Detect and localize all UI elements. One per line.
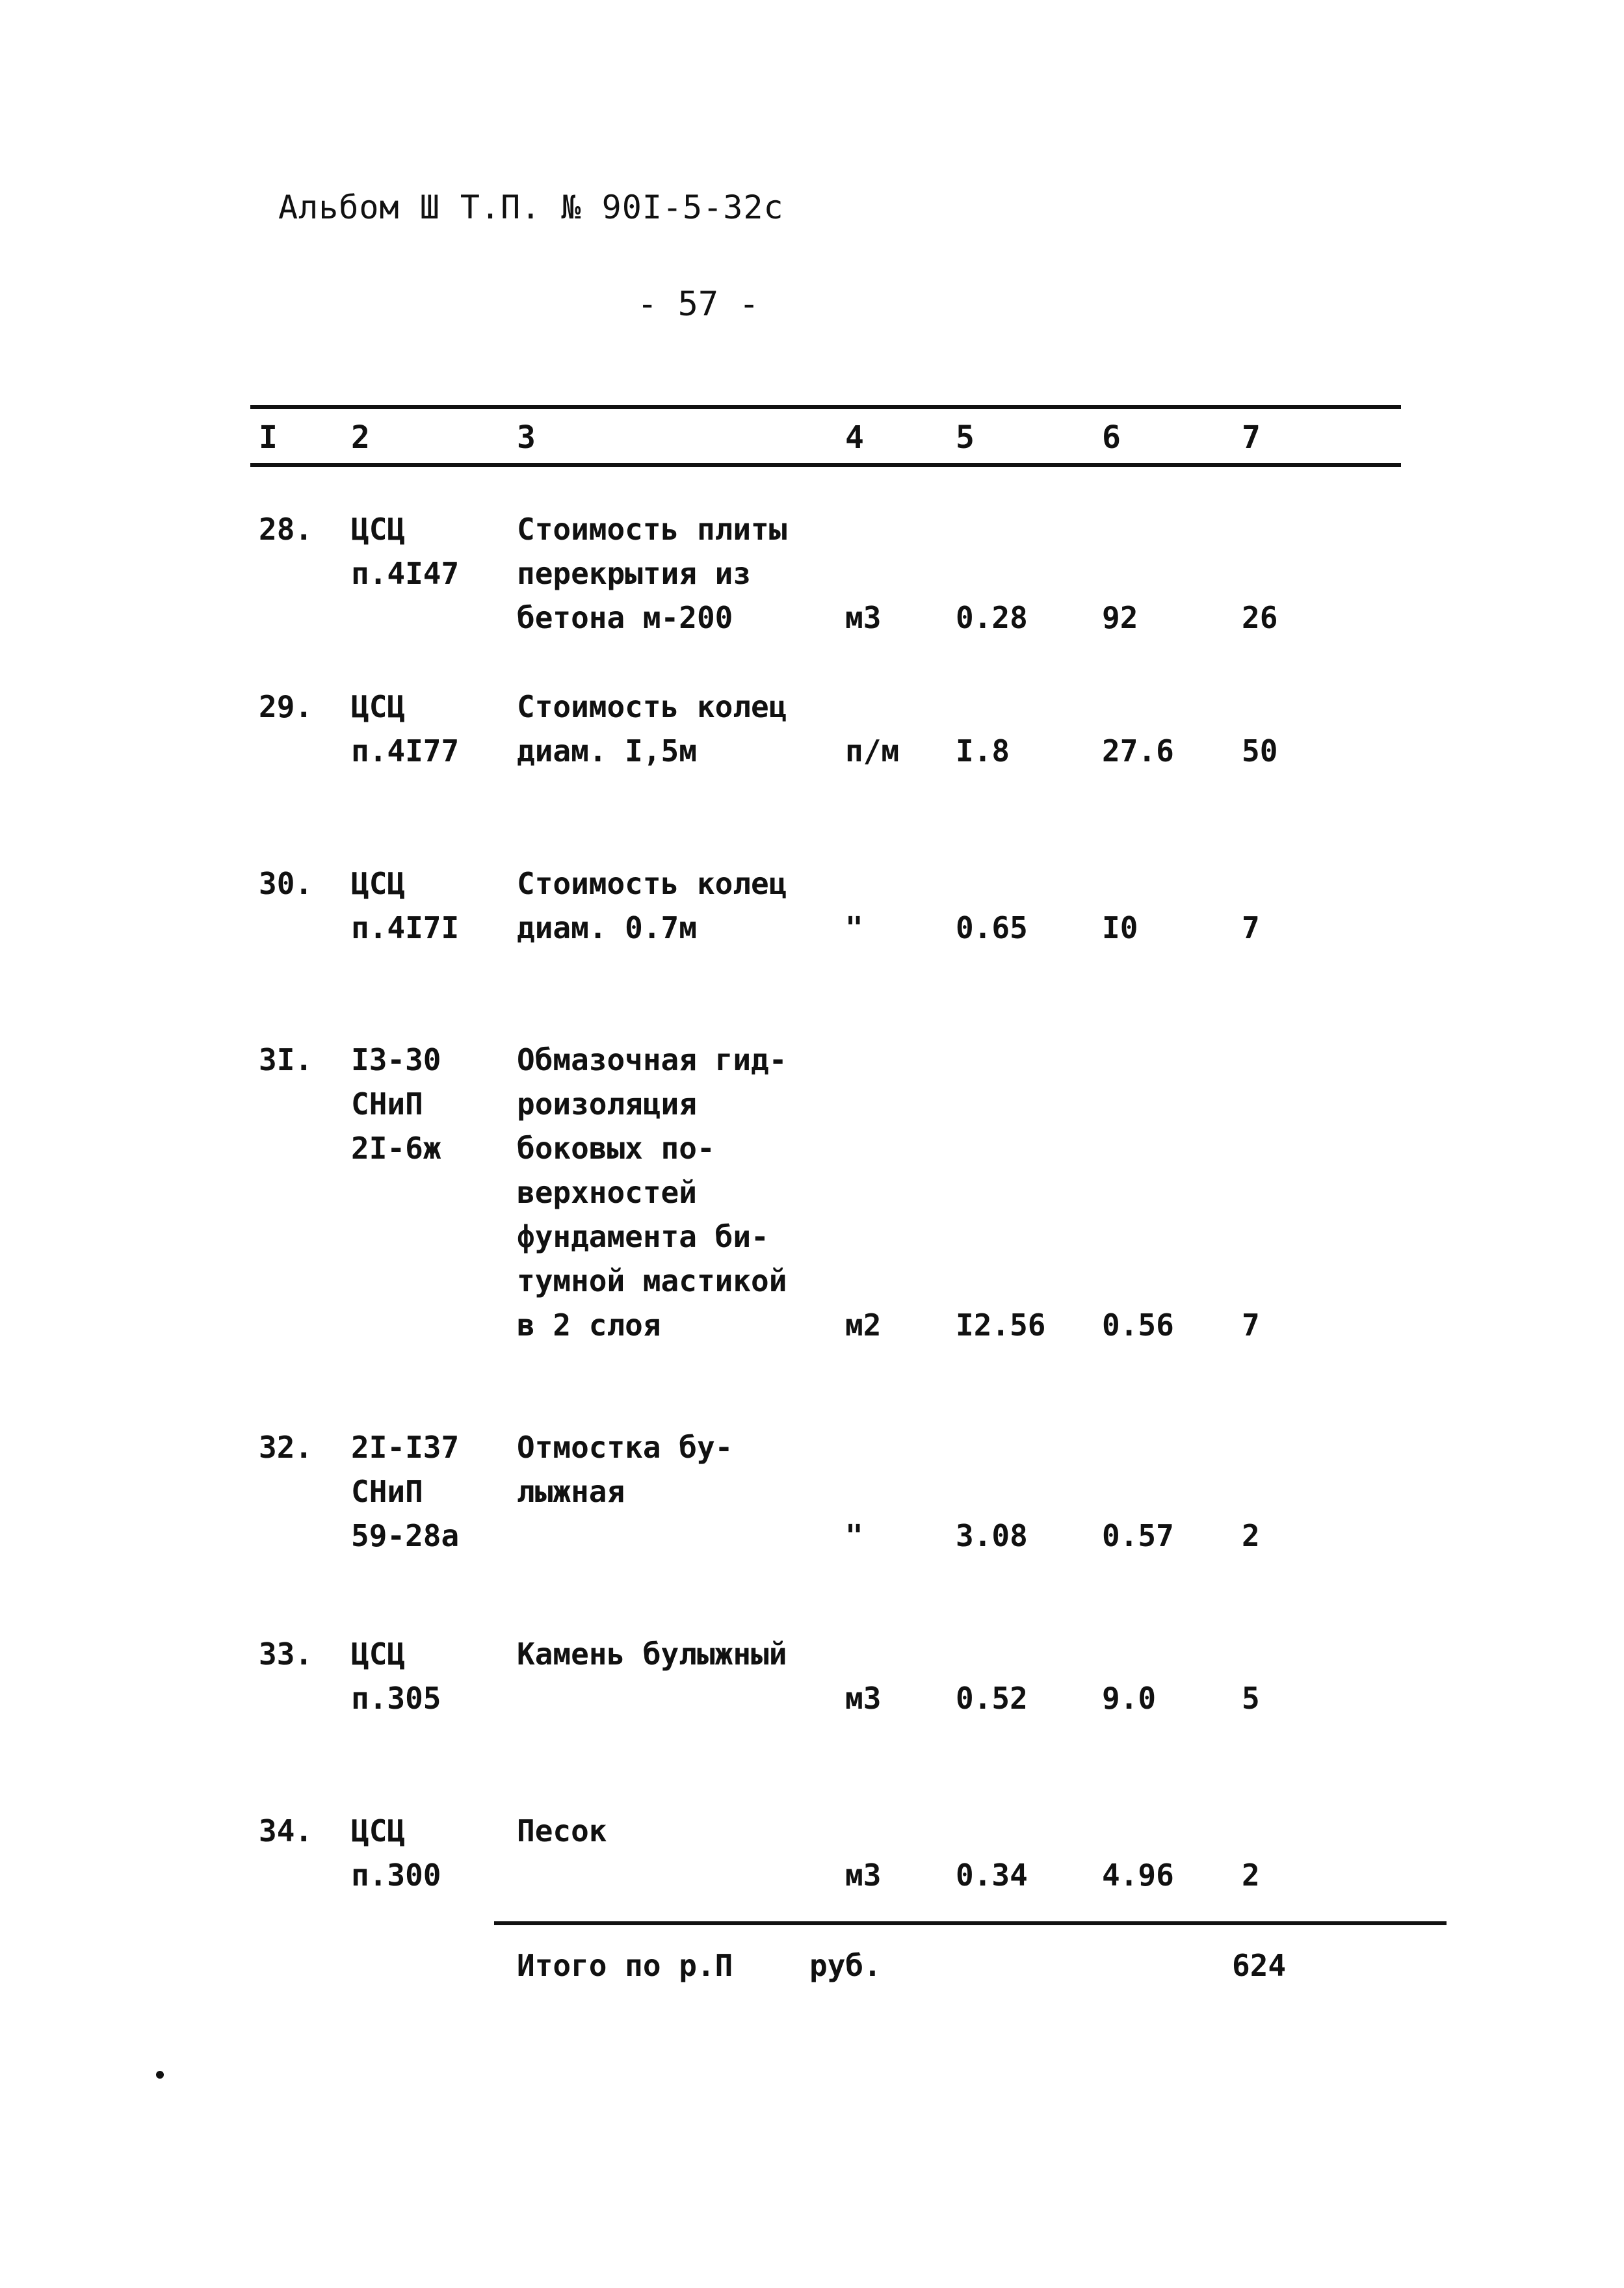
page-number: - 57 -	[637, 285, 759, 324]
row-name-line: фундамента би-	[517, 1219, 769, 1254]
row-code-line: ЦСЦ	[351, 1637, 406, 1672]
row-code-line: ЦСЦ	[351, 689, 406, 724]
row-code-line: ЦСЦ	[351, 1813, 406, 1848]
row-total: 7	[1242, 910, 1260, 945]
row-quantity: I2.56	[956, 1308, 1046, 1343]
margin-dot	[156, 2071, 164, 2079]
row-code-line: 59-28а	[351, 1518, 460, 1553]
row-unit: "	[845, 1518, 863, 1553]
row-name-line: боковых по-	[517, 1131, 715, 1166]
row-total: 5	[1242, 1681, 1260, 1716]
row-unit: п/м	[845, 733, 900, 769]
row-quantity: 0.28	[956, 600, 1028, 635]
row-name-line: Обмазочная гид-	[517, 1042, 787, 1077]
row-price: I0	[1102, 910, 1138, 945]
column-header-2: 2	[351, 419, 370, 456]
row-quantity: 0.34	[956, 1858, 1028, 1893]
row-total: 50	[1242, 733, 1278, 769]
column-header-1: I	[259, 419, 278, 456]
row-name-line: бетона м-200	[517, 600, 733, 635]
total-label: Итого по р.П	[517, 1948, 733, 1983]
table-top-rule	[250, 405, 1401, 409]
row-quantity: 0.65	[956, 910, 1028, 945]
row-name-line: диам. 0.7м	[517, 910, 697, 945]
row-quantity: 0.52	[956, 1681, 1028, 1716]
row-quantity: 3.08	[956, 1518, 1028, 1553]
row-price: 0.56	[1102, 1308, 1174, 1343]
row-code-line: ЦСЦ	[351, 866, 406, 901]
row-code-line: 2I-I37	[351, 1430, 460, 1465]
row-total: 2	[1242, 1858, 1260, 1893]
row-total: 7	[1242, 1308, 1260, 1343]
column-header-3: 3	[517, 419, 536, 456]
total-unit: руб.	[809, 1948, 882, 1983]
row-number: 34.	[259, 1813, 313, 1848]
row-price: 27.6	[1102, 733, 1174, 769]
row-price: 92	[1102, 600, 1138, 635]
row-code-line: п.4I47	[351, 556, 460, 591]
row-name-line: Стоимость плиты	[517, 512, 787, 547]
row-code-line: п.305	[351, 1681, 441, 1716]
row-code-line: п.4I7I	[351, 910, 460, 945]
row-total: 26	[1242, 600, 1278, 635]
row-number: 30.	[259, 866, 313, 901]
column-header-6: 6	[1102, 419, 1121, 456]
row-price: 4.96	[1102, 1858, 1174, 1893]
row-name-line: Отмостка бу-	[517, 1430, 733, 1465]
row-code-line: п.4I77	[351, 733, 460, 769]
album-reference: Альбом Ш Т.П. № 90I-5-32с	[278, 189, 784, 226]
row-unit: м3	[845, 1858, 882, 1893]
row-name-line: Камень булыжный	[517, 1637, 787, 1672]
row-name-line: в 2 слоя	[517, 1308, 661, 1343]
column-header-5: 5	[956, 419, 975, 456]
row-name-line: тумной мастикой	[517, 1263, 787, 1298]
row-name-line: Стоимость колец	[517, 866, 787, 901]
row-name-line: перекрытия из	[517, 556, 752, 591]
row-name-line: диам. I,5м	[517, 733, 697, 769]
row-number: 3I.	[259, 1042, 313, 1077]
column-header-4: 4	[845, 419, 864, 456]
row-quantity: I.8	[956, 733, 1010, 769]
column-header-7: 7	[1242, 419, 1261, 456]
row-unit: "	[845, 910, 863, 945]
row-code-line: СНиП	[351, 1474, 423, 1509]
row-unit: м3	[845, 1681, 882, 1716]
row-name-line: верхностей	[517, 1175, 697, 1210]
row-unit: м3	[845, 600, 882, 635]
row-unit: м2	[845, 1308, 882, 1343]
row-name-line: роизоляция	[517, 1086, 697, 1122]
row-code-line: СНиП	[351, 1086, 423, 1122]
row-code-line: ЦСЦ	[351, 512, 406, 547]
header-bottom-rule	[250, 463, 1401, 467]
row-number: 33.	[259, 1637, 313, 1672]
row-code-line: 2I-6ж	[351, 1131, 441, 1166]
row-number: 28.	[259, 512, 313, 547]
row-price: 0.57	[1102, 1518, 1174, 1553]
row-name-line: лыжная	[517, 1474, 625, 1509]
row-code-line: п.300	[351, 1858, 441, 1893]
row-total: 2	[1242, 1518, 1260, 1553]
total-value: 624	[1232, 1948, 1287, 1983]
row-name-line: Стоимость колец	[517, 689, 787, 724]
row-name-line: Песок	[517, 1813, 607, 1848]
total-rule	[494, 1921, 1447, 1925]
row-number: 32.	[259, 1430, 313, 1465]
row-price: 9.0	[1102, 1681, 1157, 1716]
row-code-line: I3-30	[351, 1042, 441, 1077]
row-number: 29.	[259, 689, 313, 724]
